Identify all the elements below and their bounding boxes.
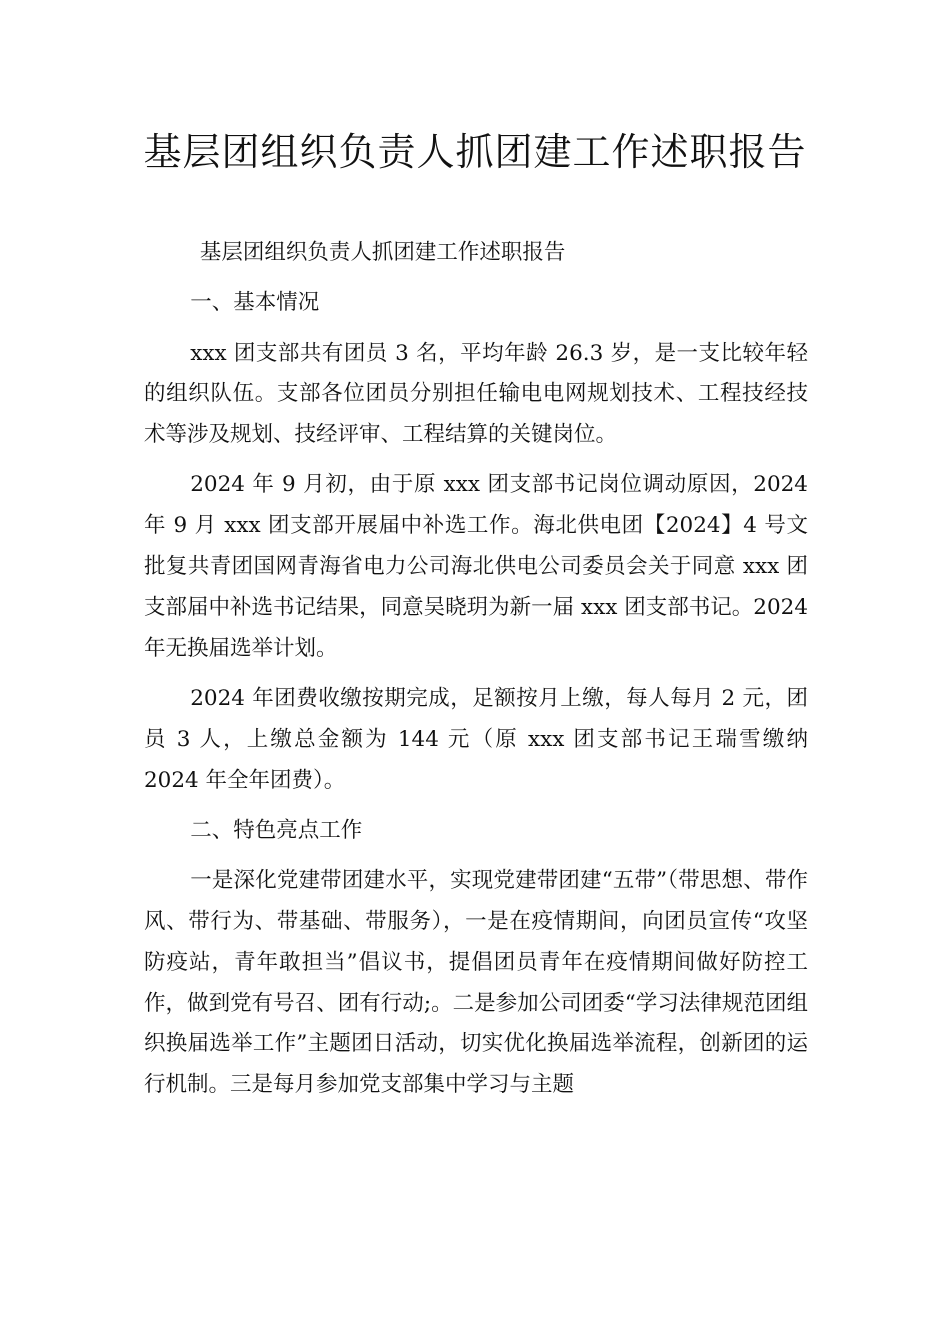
paragraph-members: xxx 团支部共有团员 3 名，平均年龄 26.3 岁，是一支比较年轻的组织队伍。支部各位团员分别担任输电电网规划技术、工程技经技术等涉及规划、技经评审、工程结算的关键岗位。 xyxy=(144,340,808,448)
paragraph-highlights: 一是深化党建带团建水平，实现党建带团建“五带”（带思想、带作风、带行为、带基础、带服务），一是在疫情期间，向团员宣传“攻坚防疫站，青年敢担当”倡议书，提倡团员青年在疫情期间做好防控工作，做到党有号召、团有行动;。二是参加公司团委“学习法律规范团组织换届选举工作”主题团日活动，切实优化换届选举流程，创新团的运行机制。三是每月参加党支部集中学习与主题 xyxy=(144,868,808,1098)
paragraph-election: 2024 年 9 月初，由于原 xxx 团支部书记岗位调动原因，2024 年 9 月 xxx 团支部开展届中补选工作。海北供电团【2024】4 号文批复共青团国网青海省电力公司海北供电公司委员会关于同意 xxx 团支部届中补选书记结果，同意吴晓玥为新一届 xxx 团支部书记。2024 年无换届选举计划。 xyxy=(144,472,808,661)
document-title: 基层团组织负责人抓团建工作述职报告 xyxy=(143,130,807,174)
document-subtitle: 基层团组织负责人抓团建工作述职报告 xyxy=(199,240,566,265)
section-heading-highlights: 二、特色亮点工作 xyxy=(190,817,363,843)
document-body xyxy=(144,233,808,1115)
section-heading-basic-situation: 一、基本情况 xyxy=(190,290,320,316)
paragraph-dues: 2024 年团费收缴按期完成，足额按月上缴，每人每月 2 元，团员 3 人，上缴总金额为 144 元（原 xxx 团支部书记王瑞雪缴纳 2024 年全年团费）。 xyxy=(144,685,808,793)
